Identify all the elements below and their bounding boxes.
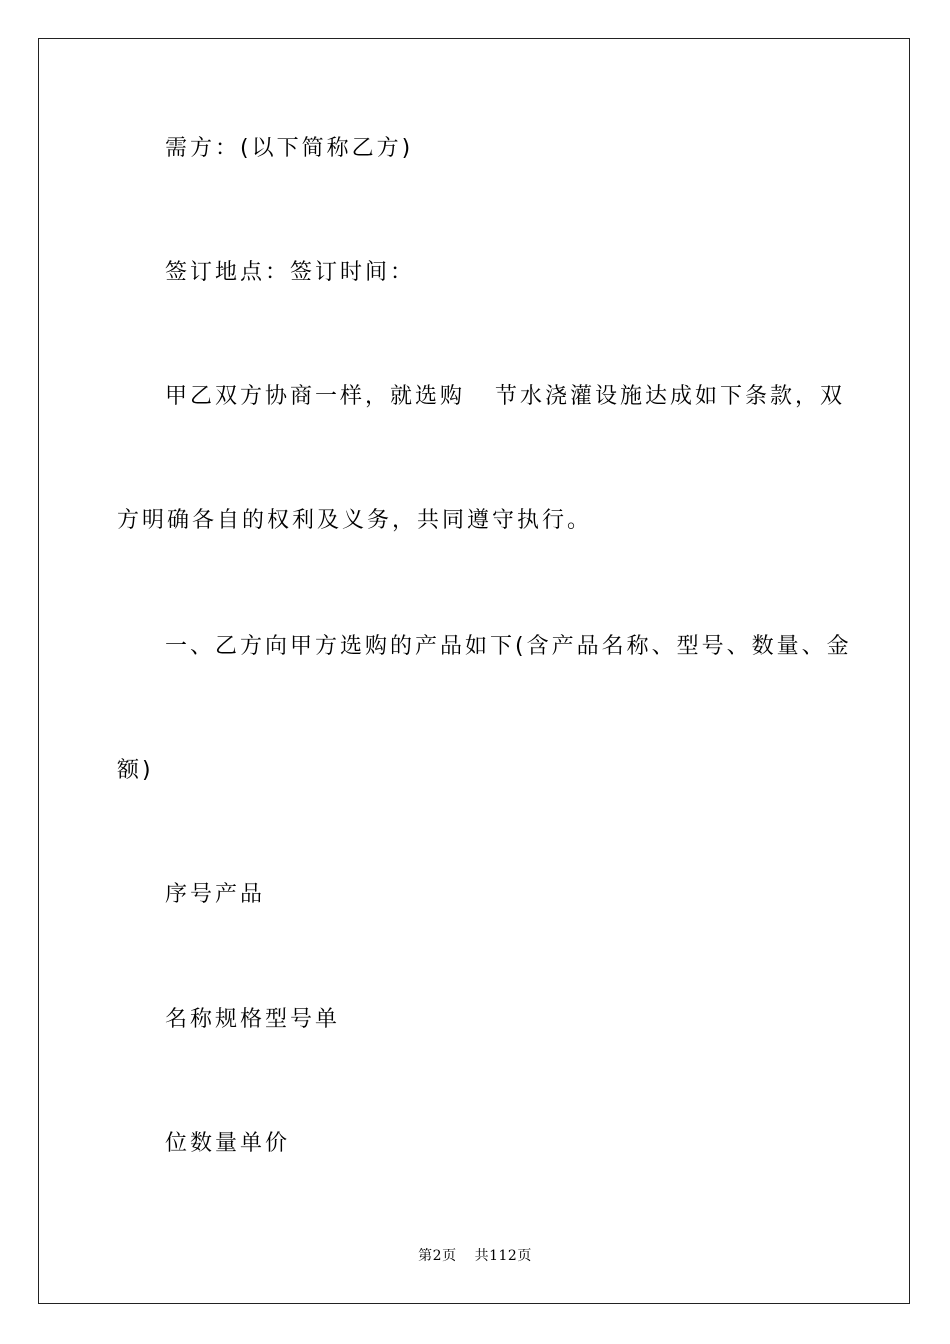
page-frame [38,38,910,1304]
body-line-clause-1a: 一、乙方向甲方选购的产品如下(含产品名称、型号、数量、金 [165,634,852,659]
body-line-table-header-1: 序号产品 [165,882,266,907]
page-footer [0,1246,950,1266]
body-line-agreement-2: 方明确各自的权利及义务，共同遵守执行。 [117,508,593,533]
body-line-supplier: 需方：(以下简称乙方) [165,136,414,161]
body-line-signing-place-time: 签订地点：签订时间： [165,260,416,285]
body-line-clause-1b: 额) [117,758,154,783]
body-line-table-header-2: 名称规格型号单 [165,1007,341,1032]
body-line-table-header-3: 位数量单价 [165,1131,291,1156]
page-total: 共112页 [474,1248,532,1264]
page-number: 第2页 [418,1248,457,1264]
body-line-agreement-1: 甲乙双方协商一样，就选购 节水浇灌设施达成如下条款，双 [165,384,845,409]
